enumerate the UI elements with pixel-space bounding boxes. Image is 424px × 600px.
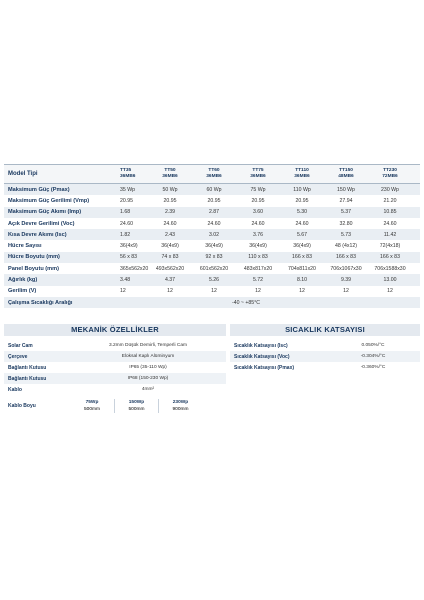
row-value: 704x811x20 [288, 265, 316, 272]
row-value: 12 [343, 288, 349, 295]
row-value: 110 x 83 [248, 254, 268, 261]
row-label: Hücre Boyutu (mm) [8, 254, 60, 261]
row-value: 20.95 [295, 197, 309, 204]
row-label: Kablo [8, 386, 22, 393]
row-value: 36(4x9) [249, 243, 267, 250]
row-value: 24.60 [295, 220, 309, 227]
row-value: 3.76 [252, 231, 264, 238]
row-value: 5.72 [252, 277, 264, 284]
temperature-row [230, 362, 420, 373]
mechanical-section [4, 324, 226, 417]
row-value: 1.68 [120, 209, 131, 216]
row-value: 12 [299, 288, 305, 295]
row-value: 4mm² [141, 387, 155, 392]
row-value: 20.95 [120, 197, 133, 204]
row-value: 35 Wp [120, 186, 135, 193]
row-label: Sıcaklık Katsayısı (Isc) [234, 342, 288, 349]
mechanical-title: MEKANİK ÖZELLİKLER [4, 324, 226, 336]
row-value: 24.60 [120, 220, 133, 227]
row-label: Panel Boyutu (mm) [8, 265, 59, 272]
row-value: 50 Wp [162, 186, 178, 193]
model-header: TT110 36MB6 [294, 168, 310, 179]
row-value: 230 Wp [381, 186, 399, 193]
row-label: Maksimum Güç (Pmax) [8, 186, 70, 193]
cable-length-row [4, 395, 226, 417]
temperature-section [230, 324, 420, 373]
row-value: 2.87 [208, 209, 220, 216]
row-value: 150 Wp [337, 186, 355, 193]
temperature-row [230, 351, 420, 362]
row-value: 706x1067x30 [330, 265, 362, 272]
row-value: 36(4x9) [205, 243, 223, 250]
row-value: 24.60 [207, 220, 221, 227]
mechanical-row [4, 384, 226, 395]
row-value: 48 (4x12) [335, 243, 357, 250]
row-value: 601x562x20 [199, 265, 229, 272]
spec-row [4, 184, 420, 195]
spec-row [4, 274, 420, 285]
row-value: 72(4x18) [379, 243, 401, 250]
row-value: 20.95 [163, 197, 177, 204]
spec-table-header [4, 164, 420, 184]
row-value: 3.48 [120, 277, 131, 284]
spec-row [4, 240, 420, 251]
row-label: Ağırlık (kg) [8, 277, 38, 284]
row-value: 20.95 [251, 197, 265, 204]
row-value: 36(4x9) [293, 243, 311, 250]
row-value: 11.42 [383, 231, 397, 238]
row-value: 483x817x20 [243, 265, 273, 272]
row-value: -0.304%/°C [360, 354, 386, 359]
model-header: TT75 36MB6 [250, 168, 266, 179]
row-value: 13.00 [383, 277, 397, 284]
row-value: 12 [387, 288, 393, 295]
row-value: 12 [211, 288, 217, 295]
temperature-row [230, 340, 420, 351]
row-value: 12 [120, 288, 126, 295]
row-value: 74 x 83 [161, 254, 179, 261]
row-label: Gerilim (V) [8, 288, 37, 295]
row-value: 36(4x9) [161, 243, 179, 250]
row-label: Hücre Sayısı [8, 243, 42, 250]
row-value: 3.2mm Düşük Demirli, Temperli Cam [108, 343, 187, 348]
row-label: Maksimum Güç Gerilimi (Vmp) [8, 197, 90, 204]
model-type-label: Model Tipi [8, 171, 38, 177]
row-value: 36(4x9) [120, 243, 138, 250]
datasheet [0, 160, 424, 460]
row-label: Kısa Devre Akımı (Isc) [8, 231, 67, 238]
temperature-title: SICAKLIK KATSAYISI [230, 324, 420, 336]
cable-length-col: 230Wp 900mm [158, 399, 202, 413]
spec-row [4, 195, 420, 206]
row-value: 706x1588x30 [374, 265, 406, 272]
row-label: Çerçeve [8, 353, 28, 360]
row-value: 5.30 [296, 209, 308, 216]
row-value: -0.360%/°C [360, 365, 386, 370]
model-header: TT35 36MB6 [120, 168, 136, 179]
row-label: Solar Cam [8, 342, 33, 349]
mechanical-row [4, 340, 226, 351]
spec-row [4, 252, 420, 263]
row-label: Kablo Boyu [8, 403, 36, 409]
mechanical-row [4, 373, 226, 384]
row-value: Eloksal Kaplı Alüminyum [121, 354, 175, 359]
spec-row [4, 263, 420, 274]
spec-row [4, 207, 420, 218]
row-value: 5.37 [340, 209, 352, 216]
row-value: IP65 (35-110 Wp) [129, 365, 167, 370]
row-label: Açık Devre Gerilimi (Voc) [8, 220, 75, 227]
spec-table [4, 164, 420, 308]
row-value: 92 x 83 [205, 254, 223, 261]
spec-rows [4, 184, 420, 297]
row-value: 21.20 [383, 197, 397, 204]
row-value: 24.60 [251, 220, 265, 227]
row-value: 5.73 [340, 231, 352, 238]
row-value: 20.95 [207, 197, 221, 204]
row-value: 12 [167, 288, 173, 295]
row-value: 9.39 [340, 277, 352, 284]
row-value: 10.85 [383, 209, 397, 216]
row-value: 2.39 [164, 209, 176, 216]
temp-range-row [4, 297, 420, 308]
row-value: 8.10 [296, 277, 308, 284]
row-value: 24.60 [383, 220, 397, 227]
row-value: 166 x 83 [292, 254, 312, 261]
row-value: 166 x 83 [380, 254, 400, 261]
mechanical-row [4, 362, 226, 373]
row-value: 75 Wp [250, 186, 266, 193]
row-label: Çalışma Sıcaklığı Aralığı [8, 299, 73, 306]
row-value: 27.94 [339, 197, 353, 204]
row-value: 60 Wp [206, 186, 222, 193]
row-value: 3.02 [208, 231, 220, 238]
model-header: TT150 48MB6 [338, 168, 354, 179]
row-value: 24.60 [163, 220, 177, 227]
row-value: 0.050%/°C [361, 343, 385, 348]
model-header: TT50 36MB6 [162, 168, 178, 179]
row-value: 4.37 [164, 277, 176, 284]
spec-row [4, 286, 420, 297]
row-value: 110 Wp [293, 186, 311, 193]
row-label: Bağlantı Kutusu [8, 364, 47, 371]
row-value: 493x562x20 [155, 265, 185, 272]
row-value: 365x562x20 [120, 265, 149, 272]
mechanical-row [4, 351, 226, 362]
row-label: Sıcaklık Katsayısı (Voc) [234, 353, 290, 360]
row-value: 32.80 [339, 220, 353, 227]
row-label: Bağlantı Kutusu [8, 375, 47, 382]
row-value: 5.67 [296, 231, 308, 238]
row-value: 3.60 [252, 209, 264, 216]
row-value: 56 x 83 [120, 254, 138, 261]
cable-length-col: 75Wp 500mm [84, 400, 100, 412]
model-header: TT230 72MB6 [382, 168, 398, 179]
row-value: -40 ~ +85°C [231, 299, 261, 306]
spec-row [4, 229, 420, 240]
row-value: 1.82 [120, 231, 131, 238]
cable-length-col: 150Wp 500mm [114, 399, 158, 413]
row-value: 2.43 [164, 231, 176, 238]
row-label: Maksimum Güç Akımı (Imp) [8, 209, 82, 216]
row-label: Sıcaklık Katsayısı (Pmax) [234, 364, 295, 371]
row-value: IP68 (150-230 Wp) [127, 376, 169, 381]
row-value: 166 x 83 [336, 254, 356, 261]
row-value: 12 [255, 288, 261, 295]
row-value: 5.26 [208, 277, 220, 284]
model-header: TT60 36MB6 [206, 168, 222, 179]
spec-row [4, 218, 420, 229]
